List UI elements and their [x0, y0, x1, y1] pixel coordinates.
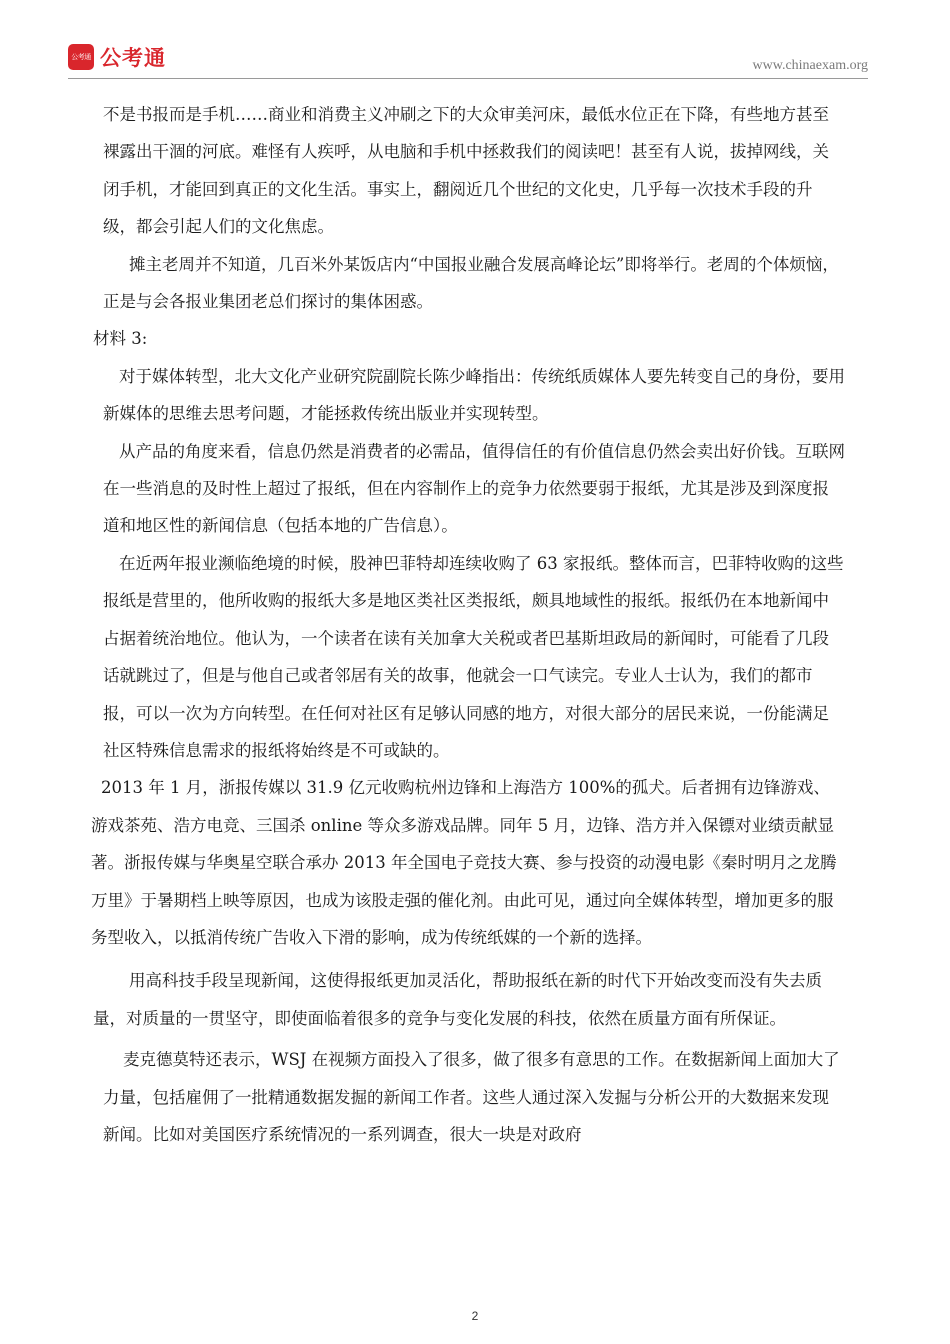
material-heading: 材料 3:: [93, 329, 148, 349]
logo-text: 公考通: [100, 46, 166, 70]
paragraph-8: 麦克德莫特还表示，WSJ 在视频方面投入了很多，做了很多有意思的工作。在数据新闻上面加大了力量，包括雇佣了一批精通数据发掘的新闻工作者。这些人通过深入发掘与分析公开的大数据来发现新闻。比如对美国医疗系统情况的一系列调查，很大一块是对政府: [103, 1050, 840, 1144]
paragraph-3: 对于媒体转型，北大文化产业研究院副院长陈少峰指出：传统纸质媒体人要先转变自己的身份，要用新媒体的思维去思考问题，才能拯救传统出版业并实现转型。: [103, 366, 845, 424]
paragraph-4: 从产品的角度来看，信息仍然是消费者的必需品，值得信任的有价值信息仍然会卖出好价钱。互联网在一些消息的及时性上超过了报纸，但在内容制作上的竞争力依然要弱于报纸，尤其是涉及到深度报道和地区性的新闻信息（包括本地的广告信息）。: [103, 441, 845, 536]
paragraph-6: 2013 年 1 月，浙报传媒以 31.9 亿元收购杭州边锋和上海浩方 100%的孤犬。后者拥有边锋游戏、游戏茶苑、浩方电竞、三国杀 online 等众多游戏品牌。同年 5 月，边锋、浩方并入保镖对业绩贡献显著。浙报传媒与华奥星空联合承办 2013 年全国电子竞技大赛、参与投资的动漫电影《秦时明月之龙腾万里》于暑期档上映等原因，也成为该股走强的催化剂。由此可见，通过向全媒体转型，增加更多的服务型收入，以抵消传统广告收入下滑的影响，成为传统纸媒的一个新的选择。: [91, 778, 837, 947]
paragraph-2: 摊主老周并不知道，几百米外某饭店内“中国报业融合发展高峰论坛”即将举行。老周的个体烦恼，正是与会各报业集团老总们探讨的集体困惑。: [103, 254, 839, 312]
paragraph-1: 不是书报而是手机……商业和消费主义冲刷之下的大众审美河床，最低水位正在下降，有些地方甚至裸露出干涸的河底。难怪有人疾呼，从电脑和手机中拯救我们的阅读吧！甚至有人说，拔掉网线，关闭手机，才能回到真正的文化生活。事实上，翻阅近几个世纪的文化史，几乎每一次技术手段的升级，都会引起人们的文化焦虑。: [103, 105, 829, 237]
site-url: www.chinaexam.org: [752, 58, 868, 73]
logo: [68, 42, 166, 72]
paragraph-5: 在近两年报业濒临绝境的时候，股神巴菲特却连续收购了 63 家报纸。整体而言，巴菲特收购的这些报纸是营里的，他所收购的报纸大多是地区类社区类报纸，颇具地域性的报纸。报纸仍在本地新闻中占据着统治地位。他认为，一个读者在读有关加拿大关税或者巴基斯坦政局的新闻时，可能看了几段话就跳过了，但是与他自己或者邻居有关的故事，他就会一口气读完。专业人士认为，我们的都市报，可以一次为方向转型。在任何对社区有足够认同感的地方，对很大部分的居民来说，一份能满足社区特殊信息需求的报纸将始终是不可或缺的。: [103, 553, 844, 760]
header-divider: [68, 78, 868, 79]
paragraph-7: 用高科技手段呈现新闻，这使得报纸更加灵活化，帮助报纸在新的时代下开始改变而没有失去质量，对质量的一贯坚守，即使面临着很多的竞争与变化发展的科技，依然在质量方面有所保证。: [93, 971, 822, 1028]
page-number: 2: [471, 1309, 479, 1323]
page-header: [0, 0, 950, 80]
logo-badge-icon: 公考通: [68, 44, 94, 70]
document-body: [93, 96, 845, 1153]
